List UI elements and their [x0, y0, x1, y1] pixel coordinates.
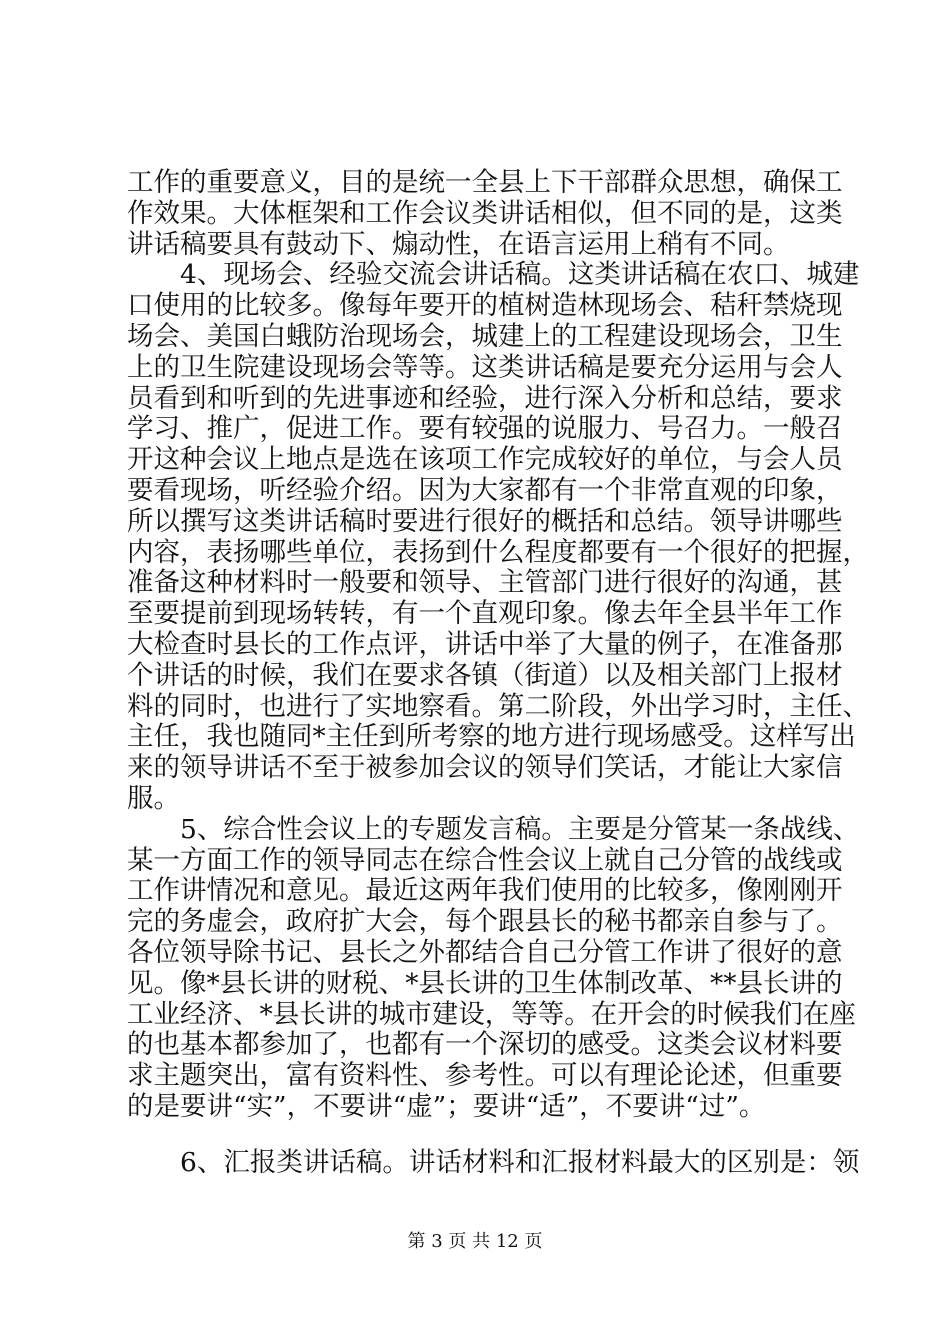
- text-line: 完的务虚会，政府扩大会，每个跟县长的秘书都亲自参与了。: [127, 906, 843, 938]
- text-line: 主任，我也随同*主任到所考察的地方进行现场感受。这样写出: [127, 721, 856, 753]
- paragraph-start-line: 5、综合性会议上的专题发言稿。主要是分管某一条战线、: [180, 813, 860, 845]
- text-line: 至要提前到现场转转，有一个直观印象。像去年全县半年工作: [127, 598, 843, 630]
- text-line: 料的同时，也进行了实地察看。第二阶段，外出学习时，主任、: [127, 690, 869, 722]
- text-line: 某一方面工作的领导同志在综合性会议上就自己分管的战线或: [127, 844, 843, 876]
- text-line: 见。像*县长讲的财税、*县长讲的卫生体制改革、**县长讲的: [127, 967, 843, 999]
- paragraph-start-line: 4、现场会、经验交流会讲话稿。这类讲话稿在农口、城建: [180, 259, 860, 291]
- text-line: 大检查时县长的工作点评，讲话中举了大量的例子，在准备那: [127, 628, 843, 660]
- text-line: 内容，表扬哪些单位，表扬到什么程度都要有一个很好的把握，: [127, 536, 869, 568]
- document-body: [127, 167, 869, 1179]
- text-line: 求主题突出，富有资料性、参考性。可以有理论论述，但重要: [127, 1060, 843, 1092]
- paragraph-start-line: 6、汇报类讲话稿。讲话材料和汇报材料最大的区别是：领: [180, 1146, 860, 1178]
- text-line: 讲话稿要具有鼓动下、煽动性，在语言运用上稍有不同。: [127, 228, 790, 260]
- text-line: 的也基本都参加了，也都有一个深切的感受。这类会议材料要: [127, 1029, 843, 1061]
- text-line: 开这种会议上地点是选在该项工作完成较好的单位，与会人员: [127, 444, 843, 476]
- text-line: 所以撰写这类讲话稿时要进行很好的概括和总结。领导讲哪些: [127, 505, 843, 537]
- text-line: 员看到和听到的先进事迹和经验，进行深入分析和总结，要求: [127, 382, 843, 414]
- paragraph-gap: [127, 1123, 837, 1148]
- text-line: 场会、美国白蛾防治现场会，城建上的工程建设现场会，卫生: [127, 320, 843, 352]
- text-line: 各位领导除书记、县长之外都结合自己分管工作讲了很好的意: [127, 936, 843, 968]
- page-number-footer: 第 3 页 共 12 页: [407, 1231, 543, 1252]
- text-line: 的是要讲“实”，不要讲“虚”；要讲“适”，不要讲“过”。: [127, 1090, 766, 1122]
- text-line: 工业经济、*县长讲的城市建设，等等。在开会的时候我们在座: [127, 998, 856, 1030]
- text-line: 工作讲情况和意见。最近这两年我们使用的比较多，像刚刚开: [127, 875, 843, 907]
- text-line: 服。: [127, 782, 180, 814]
- text-line: 工作的重要意义，目的是统一全县上下干部群众思想，确保工: [127, 167, 843, 198]
- text-line: 作效果。大体框架和工作会议类讲话相似，但不同的是，这类: [127, 197, 843, 229]
- text-line: 学习、推广，促进工作。要有较强的说服力、号召力。一般召: [127, 413, 843, 445]
- text-line: 上的卫生院建设现场会等等。这类讲话稿是要充分运用与会人: [127, 351, 843, 383]
- text-line: 来的领导讲话不至于被参加会议的领导们笑话，才能让大家信: [127, 752, 843, 784]
- text-line: 要看现场，听经验介绍。因为大家都有一个非常直观的印象，: [127, 474, 843, 506]
- text-line: 个讲话的时候，我们在要求各镇（街道）以及相关部门上报材: [127, 659, 843, 691]
- text-line: 准备这种材料时一般要和领导、主管部门进行很好的沟通，甚: [127, 567, 843, 599]
- text-line: 口使用的比较多。像每年要开的植树造林现场会、秸秆禁烧现: [127, 290, 843, 322]
